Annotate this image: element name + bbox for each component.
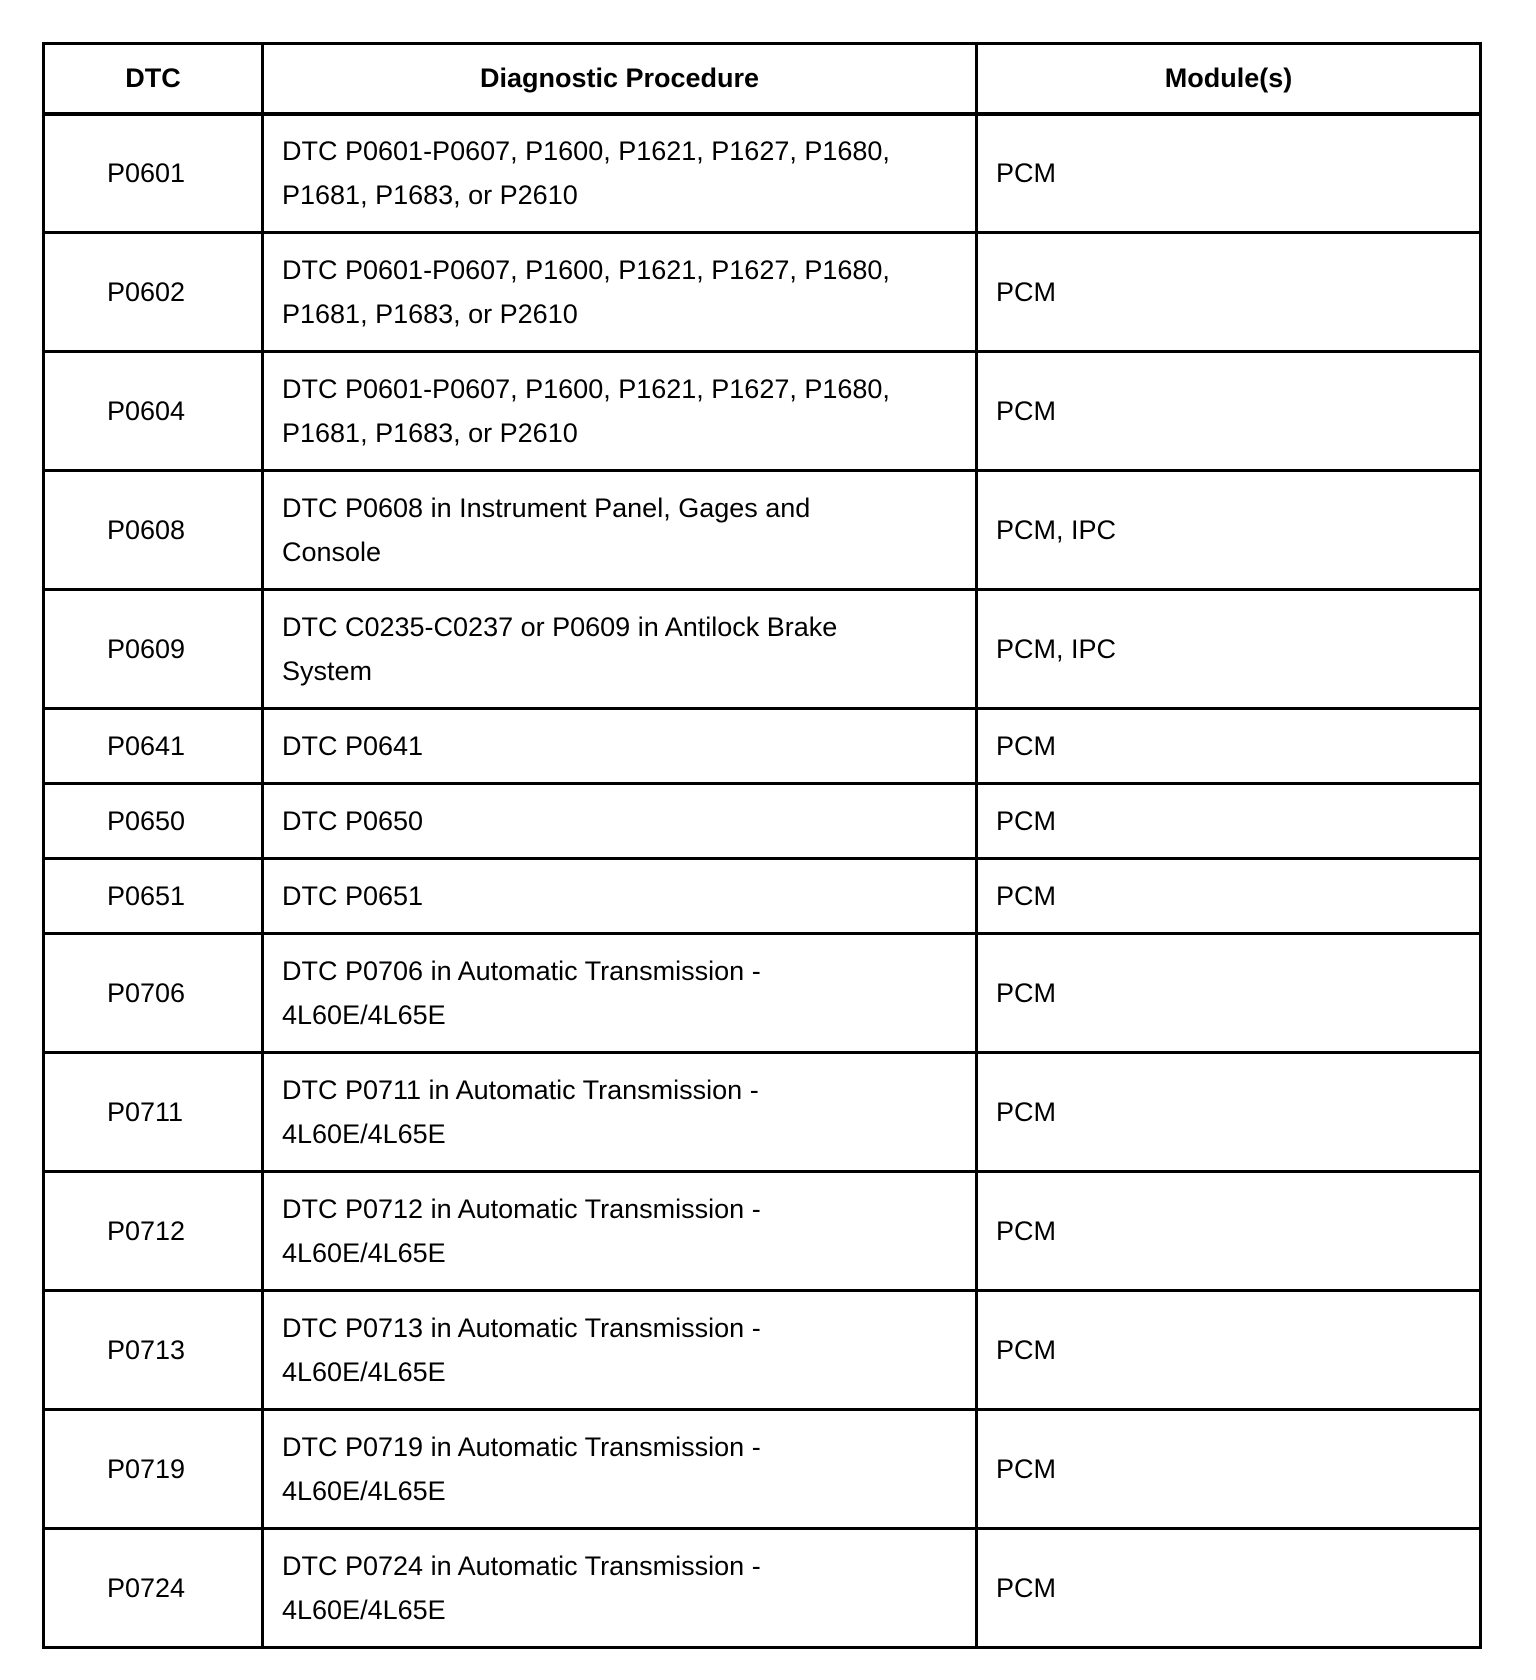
dtc-code-cell: P0711: [44, 1053, 263, 1172]
dtc-code-cell: P0604: [44, 352, 263, 471]
table-row: [44, 934, 1481, 1053]
header-dtc: DTC: [44, 44, 263, 114]
table-header: [44, 44, 1481, 114]
table-row: [44, 1053, 1481, 1172]
procedure-link[interactable]: DTC P0601-P0607, P1600, P1621, P1627, P1680, P1681, P1683, or P2610: [282, 136, 890, 211]
modules-cell: PCM, IPC: [977, 590, 1481, 709]
dtc-code-cell: P0651: [44, 859, 263, 934]
header-row: [44, 44, 1481, 114]
modules-cell: PCM, IPC: [977, 471, 1481, 590]
procedure-link[interactable]: DTC P0601-P0607, P1600, P1621, P1627, P1680, P1681, P1683, or P2610: [282, 255, 890, 329]
dtc-code-cell: P0712: [44, 1172, 263, 1291]
table-row: [44, 859, 1481, 934]
modules-cell: PCM: [977, 1053, 1481, 1172]
header-modules: Module(s): [977, 44, 1481, 114]
procedure-cell: [263, 859, 977, 934]
table-row: [44, 233, 1481, 352]
modules-cell: PCM: [977, 859, 1481, 934]
procedure-link[interactable]: DTC P0601-P0607, P1600, P1621, P1627, P1680, P1681, P1683, or P2610: [282, 374, 890, 448]
dtc-code-cell: P0724: [44, 1529, 263, 1648]
modules-cell: PCM: [977, 934, 1481, 1053]
modules-cell: PCM: [977, 1410, 1481, 1529]
procedure-cell: [263, 1291, 977, 1410]
procedure-link[interactable]: DTC P0650: [282, 806, 424, 836]
procedure-cell: [263, 352, 977, 471]
procedure-cell: [263, 934, 977, 1053]
procedure-link[interactable]: DTC P0713 in Automatic Transmission - 4L60E/4L65E: [282, 1313, 761, 1387]
procedure-cell: [263, 1053, 977, 1172]
procedure-cell: [263, 590, 977, 709]
table-body: [44, 114, 1481, 1648]
dtc-code-cell: P0719: [44, 1410, 263, 1529]
procedure-link[interactable]: DTC P0706 in Automatic Transmission - 4L60E/4L65E: [282, 956, 761, 1030]
modules-cell: PCM: [977, 114, 1481, 233]
table-row: [44, 784, 1481, 859]
procedure-cell: [263, 1172, 977, 1291]
table-row: [44, 1172, 1481, 1291]
table-row: [44, 1529, 1481, 1648]
procedure-cell: [263, 1529, 977, 1648]
dtc-table: [42, 42, 1482, 1649]
table-row: [44, 1291, 1481, 1410]
dtc-code-cell: P0706: [44, 934, 263, 1053]
procedure-link[interactable]: DTC P0711 in Automatic Transmission - 4L60E/4L65E: [282, 1075, 759, 1149]
table-row: [44, 114, 1481, 233]
table-row: [44, 709, 1481, 784]
dtc-code-cell: P0609: [44, 590, 263, 709]
procedure-cell: [263, 471, 977, 590]
modules-cell: PCM: [977, 352, 1481, 471]
procedure-cell: [263, 114, 977, 233]
procedure-cell: [263, 1410, 977, 1529]
modules-cell: PCM: [977, 1529, 1481, 1648]
procedure-link[interactable]: DTC P0608 in Instrument Panel, Gages and Console: [282, 493, 811, 567]
dtc-code-cell: P0641: [44, 709, 263, 784]
dtc-code-cell: P0601: [44, 114, 263, 233]
dtc-code-cell: P0608: [44, 471, 263, 590]
procedure-link[interactable]: DTC P0641: [282, 731, 424, 761]
table-row: [44, 352, 1481, 471]
header-procedure: Diagnostic Procedure: [263, 44, 977, 114]
modules-cell: PCM: [977, 233, 1481, 352]
dtc-code-cell: P0602: [44, 233, 263, 352]
table-row: [44, 590, 1481, 709]
procedure-link[interactable]: DTC P0712 in Automatic Transmission - 4L60E/4L65E: [282, 1194, 761, 1268]
procedure-cell: [263, 784, 977, 859]
dtc-code-cell: P0713: [44, 1291, 263, 1410]
procedure-link[interactable]: DTC P0651: [282, 881, 424, 911]
modules-cell: PCM: [977, 1172, 1481, 1291]
table-row: [44, 1410, 1481, 1529]
modules-cell: PCM: [977, 784, 1481, 859]
procedure-link[interactable]: DTC P0719 in Automatic Transmission - 4L60E/4L65E: [282, 1432, 761, 1506]
procedure-cell: [263, 233, 977, 352]
procedure-link[interactable]: DTC P0724 in Automatic Transmission - 4L60E/4L65E: [282, 1551, 761, 1625]
table-row: [44, 471, 1481, 590]
modules-cell: PCM: [977, 1291, 1481, 1410]
procedure-cell: [263, 709, 977, 784]
modules-cell: PCM: [977, 709, 1481, 784]
procedure-link[interactable]: DTC C0235-C0237 or P0609 in Antilock Brake System: [282, 612, 838, 686]
dtc-code-cell: P0650: [44, 784, 263, 859]
